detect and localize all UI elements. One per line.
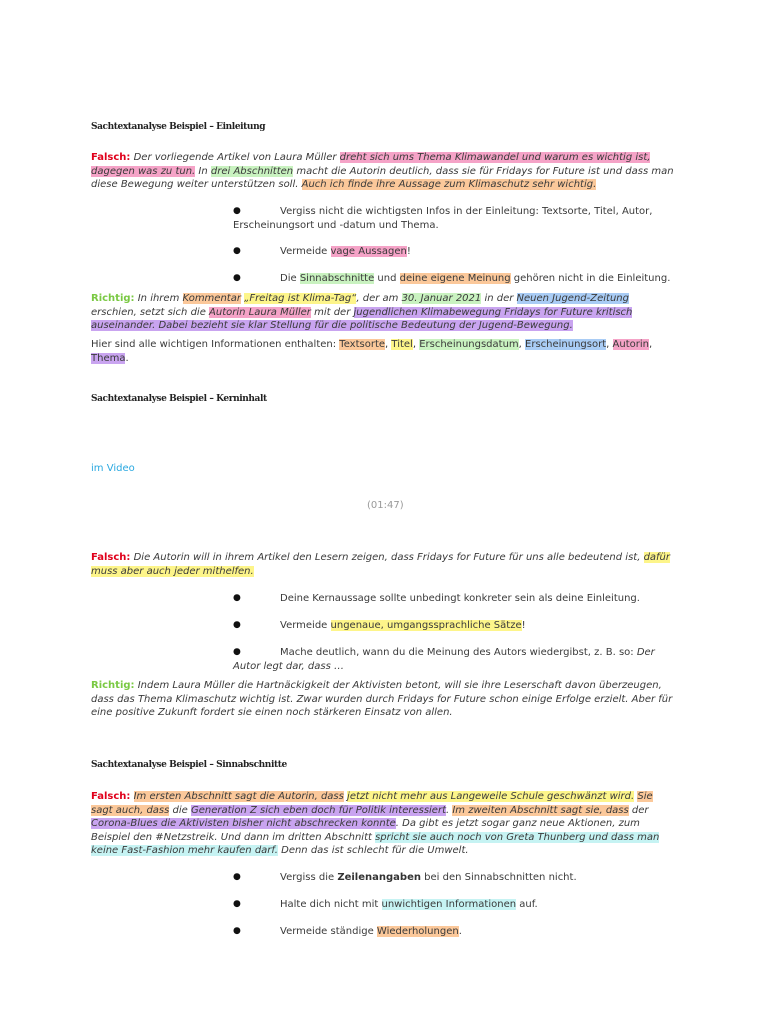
wrong-example-kerninhalt: Falsch: Die Autorin will in ihrem Artikel den Lesern zeigen, dass Fridays for Future für uns alle bedeutend ist, dafür muss aber auch jeder mithelfen. [91,552,671,577]
bullet-icon: ● [233,647,241,657]
tip-bullet: ● Vergiss nicht die wichtigsten Infos in der Einleitung: Textsorte, Titel, Autor, Erscheinungsort und -datum und Thema. [233,206,653,231]
tip-bullet: ● Die Sinnabschnitte und deine eigene Meinung gehören nicht in die Einleitung. [233,273,671,284]
bullet-icon: ● [233,899,241,909]
highlight-sections: drei Abschnitten [210,165,294,177]
right-example-einleitung: Richtig: In ihrem Kommentar „Freitag ist Klima-Tag“, der am 30. Januar 2021 in der Neuen Jugend-Zeitung erschien, setzt sich die Autorin Laura Müller mit der jugendlichen Klimabewegung Fridays for Future kritisch auseinander. Dabei bezieht sie klar Stellung für die politische Bedeutung der Jugend-Bewegung. [91,293,633,331]
bullet-icon: ● [233,273,241,283]
section-heading-kerninhalt: Sachtextanalyse Beispiel – Kerninhalt [91,394,267,404]
summary-line: Hier sind alle wichtigen Informationen enthalten: Textsorte, Titel, Erscheinungsdatum, Erscheinungsort, Autorin, Thema. [91,339,653,364]
highlight-opinion: Auch ich finde ihre Aussage zum Klimaschutz sehr wichtig. [301,179,597,190]
bullet-icon: ● [233,206,241,216]
bullet-icon: ● [233,593,241,603]
wrong-example-einleitung: Falsch: Der vorliegende Artikel von Laura Müller dreht sich ums Thema Klimawandel und warum es wichtig ist, dagegen was zu tun. In drei Abschnitten macht die Autorin deutlich, dass sie für Fridays for Future ist und dass man diese Bewegung weiter unterstützen soll. Auch ich finde ihre Aussage zum Klimaschutz sehr wichtig. [91,152,674,190]
wrong-label: Falsch: [91,152,131,163]
right-label: Richtig: [91,680,135,691]
video-timestamp: (01:47) [367,500,404,511]
section-heading-einleitung: Sachtextanalyse Beispiel – Einleitung [91,122,266,132]
highlight-vague: dreht sich ums Thema Klimawandel und warum es wichtig ist, dagegen was zu tun. [91,152,651,177]
tip-bullet: ● Deine Kernaussage sollte unbedingt konkreter sein als deine Einleitung. [233,593,640,604]
wrong-label: Falsch: [91,552,131,563]
video-link[interactable]: im Video [91,463,135,474]
tip-bullet: ● Vermeide ständige Wiederholungen. [233,926,462,937]
bullet-icon: ● [233,246,241,256]
wrong-example-sinnabschnitte: Falsch: Im ersten Abschnitt sagt die Autorin, dass jetzt nicht mehr aus Langeweile Schule geschwänzt wird. Sie sagt auch, dass die Generation Z sich eben doch für Politik interessiert. Im zweiten Abschnitt sagt sie, dass der Corona-Blues die Aktivisten bisher nicht abschrecken konnte. Da gibt es jetzt sogar ganz neue Aktionen, zum Beispiel den #Netzstreik. Und dann im dritten Abschnitt spricht sie auch noch von Greta Thunberg und dass man keine Fast-Fashion mehr kaufen darf. Denn das ist schlecht für die Umwelt. [91,791,660,856]
tip-bullet: ● Vermeide ungenaue, umgangssprachliche Sätze! [233,620,526,631]
tip-bullet: ● Mache deutlich, wann du die Meinung des Autors wiedergibst, z. B. so: Der Autor legt dar, dass … [233,647,655,672]
tip-bullet: ● Vergiss die Zeilenangaben bei den Sinnabschnitten nicht. [233,872,577,883]
bullet-icon: ● [233,620,241,630]
right-label: Richtig: [91,293,135,304]
bullet-icon: ● [233,872,241,882]
wrong-label: Falsch: [91,791,131,802]
bullet-icon: ● [233,926,241,936]
tip-bullet: ● Halte dich nicht mit unwichtigen Informationen auf. [233,899,538,910]
right-example-kerninhalt: Richtig: Indem Laura Müller die Hartnäckigkeit der Aktivisten betont, will sie ihre Leserschaft davon überzeugen, dass das Thema Klimaschutz wichtig ist. Zwar wurden durch Fridays for Future schon einige Erfolge erzielt. Aber für eine positive Zukunft fordert sie einen noch stärkeren Einsatz von allen. [91,680,673,718]
tip-bullet: ● Vermeide vage Aussagen! [233,246,411,257]
section-heading-sinnabschnitte: Sachtextanalyse Beispiel – Sinnabschnitte [91,760,287,770]
